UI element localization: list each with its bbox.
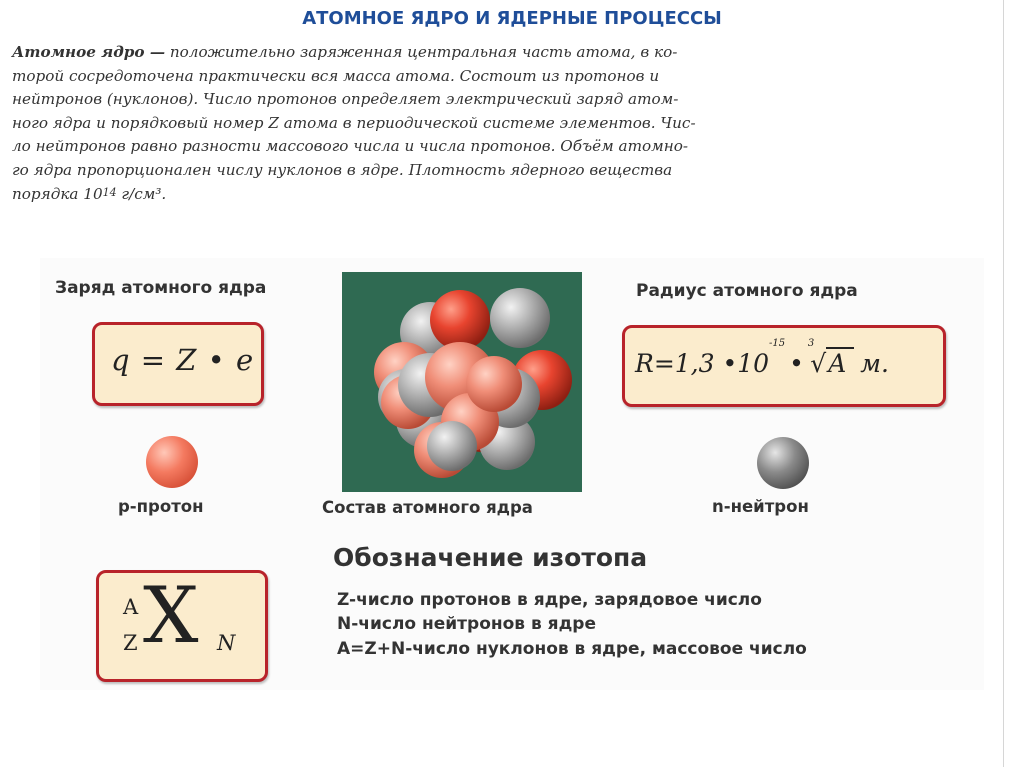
definition-text: положительно заряженная центральная часть атома, в ко- [169, 43, 678, 61]
neutron-number: N [217, 631, 236, 655]
charge-heading: Заряд атомного ядра [55, 278, 267, 298]
neutron-ball [757, 437, 809, 489]
mass-number: A [123, 595, 139, 619]
root-index: 3 [807, 338, 815, 349]
isotope-symbol-box [96, 570, 268, 682]
density-exponent: 14 [102, 185, 117, 199]
radius-heading: Радиус атомного ядра [636, 281, 858, 301]
isotope-heading: Обозначение изотопа [333, 543, 648, 572]
definition-paragraph [12, 41, 792, 206]
page-title: АТОМНОЕ ЯДРО И ЯДЕРНЫЕ ПРОЦЕССЫ [302, 8, 722, 29]
definition-line-7: порядка $10^{14}$ г/см³. [12, 184, 167, 203]
radius-formula-box [622, 325, 946, 407]
definition-line-5: ло нейтронов равно разности массового числа и числа протонов. Объём атомно- [12, 137, 688, 156]
page-edge-rule [1003, 0, 1004, 767]
isotope-line-a: A=Z+N-число нуклонов в ядре, массовое число [337, 639, 807, 659]
definition-line-6: го ядра пропорционален числу нуклонов в ядре. Плотность ядерного вещества [12, 160, 673, 179]
isotope-line-n: N-число нейтронов в ядре [337, 614, 597, 634]
proton-ball [146, 436, 198, 488]
proton-label: р-протон [118, 497, 204, 516]
definition-line-1 [12, 41, 792, 65]
isotope-line-z: Z-число протонов в ядре, зарядовое число [337, 590, 762, 610]
definition-line-3: нейтронов (нуклонов). Число протонов определяет электрический заряд атом- [12, 90, 679, 109]
nucleus-drawing [342, 272, 582, 492]
radicand: A [826, 347, 854, 378]
nucleus-caption: Состав атомного ядра [322, 498, 533, 517]
root-sign: √ [810, 349, 827, 378]
charge-formula-box [92, 322, 264, 406]
definition-term: Атомное ядро — [12, 43, 166, 61]
radius-exponent: -15 [769, 338, 786, 349]
definition-line-4: ного ядра и порядковый номер Z атома в периодической системе элементов. Чис- [12, 113, 696, 132]
charge-formula: q = Z • e [111, 343, 255, 377]
neutron-label: n-нейтрон [712, 497, 809, 516]
atomic-number: Z [123, 631, 138, 655]
element-symbol: X [143, 571, 199, 661]
definition-line-2: торой сосредоточена практически вся масса атома. Состоит из протонов и [12, 66, 660, 85]
nucleus-image [342, 272, 582, 492]
radius-formula: R=1,3 $•10^{-15}•^3√A$ м. [635, 338, 889, 378]
